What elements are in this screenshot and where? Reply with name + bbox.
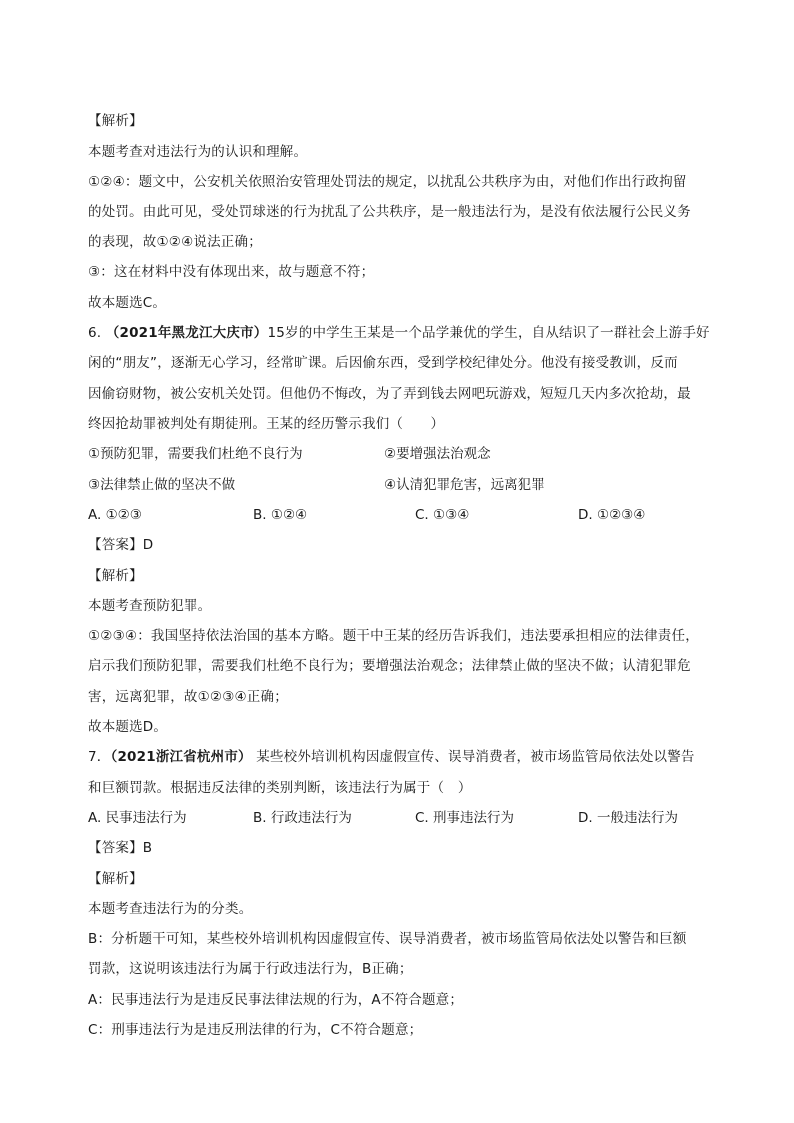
- analysis-conclusion: 故本题选D。: [88, 719, 168, 735]
- question-6-stem-line: 闲的“朋友”，逐渐无心学习，经常旷课。后因偷东西，受到学校纪律处分。他没有接受教训，反而: [88, 355, 678, 371]
- option-d: D. ①②③④: [578, 507, 646, 523]
- question-number: 6.: [88, 325, 106, 341]
- question-6-stem-line: 终因抢劫罪被判处有期徒刑。王某的经历警示我们（ ）: [88, 416, 445, 432]
- option-a: A. 民事违法行为: [88, 810, 187, 826]
- analysis-topic: 本题考查违法行为的分类。: [88, 901, 253, 917]
- analysis-paragraph-line: 害，远离犯罪，故①②③④正确；: [88, 689, 288, 705]
- analysis-paragraph-line: 启示我们预防犯罪，需要我们杜绝不良行为；要增强法治观念；法律禁止做的坚决不做；认清犯罪危: [88, 658, 691, 674]
- option-c: C. 刑事违法行为: [415, 810, 515, 826]
- analysis-paragraph-line: 罚款，这说明该违法行为属于行政违法行为，B正确；: [88, 961, 413, 977]
- analysis-heading: 【解析】: [88, 871, 143, 887]
- statement-item: ④认清犯罪危害，远离犯罪: [384, 477, 545, 493]
- question-7-stem-line: [88, 747, 695, 767]
- analysis-paragraph-line: A：民事违法行为是违反民事法律法规的行为，A不符合题意；: [88, 992, 464, 1008]
- statement-item: ③法律禁止做的坚决不做: [88, 477, 236, 493]
- option-b: B. ①②④: [253, 507, 308, 523]
- option-c: C. ①③④: [415, 507, 470, 523]
- statement-item: ①预防犯罪，需要我们杜绝不良行为: [88, 446, 303, 462]
- question-6-stem-line: [88, 323, 710, 343]
- analysis-paragraph-line: 的处罚。由此可见，受处罚球迷的行为扰乱了公共秩序，是一般违法行为，是没有依法履行公民义务: [88, 204, 691, 220]
- analysis-topic: 本题考查对违法行为的认识和理解。: [88, 144, 308, 160]
- answer-label: 【答案】B: [88, 840, 153, 856]
- question-stem-text: 15岁的中学生王某是一个品学兼优的学生，自从结识了一群社会上游手好: [267, 325, 710, 341]
- analysis-paragraph-line: C：刑事违法行为是违反刑法律的行为，C不符合题意；: [88, 1022, 423, 1038]
- analysis-paragraph-line: B：分析题干可知，某些校外培训机构因虚假宣传、误导消费者，被市场监管局依法处以警告和巨额: [88, 931, 687, 947]
- analysis-heading: 【解析】: [88, 568, 143, 584]
- question-6-stem-line: 因偷窃财物，被公安机关处罚。但他仍不悔改，为了弄到钱去网吧玩游戏，短短几天内多次抢劫，最: [88, 386, 691, 402]
- analysis-paragraph-line: ①②④：题文中，公安机关依照治安管理处罚法的规定，以扰乱公共秩序为由，对他们作出行政拘留: [88, 174, 687, 190]
- option-d: D. 一般违法行为: [578, 810, 678, 826]
- analysis-paragraph-line: ①②③④：我国坚持依法治国的基本方略。题干中王某的经历告诉我们，违法要承担相应的法律责任，: [88, 628, 699, 644]
- analysis-paragraph-line: ③：这在材料中没有体现出来，故与题意不符；: [88, 264, 375, 280]
- question-7-stem-line: 和巨额罚款。根据违反法律的类别判断，该违法行为属于（ ）: [88, 780, 472, 796]
- analysis-heading: 【解析】: [88, 113, 143, 129]
- question-source: （2021浙江省杭州市）: [110, 749, 252, 765]
- option-a: A. ①②③: [88, 507, 142, 523]
- statement-item: ②要增强法治观念: [384, 446, 491, 462]
- analysis-conclusion: 故本题选C。: [88, 295, 167, 311]
- question-source: （2021年黑龙江大庆市）: [105, 325, 268, 341]
- analysis-paragraph-line: 的表现，故①②④说法正确；: [88, 234, 262, 250]
- answer-label: 【答案】D: [88, 537, 154, 553]
- question-number: 7．: [88, 749, 111, 765]
- analysis-topic: 本题考查预防犯罪。: [88, 598, 212, 614]
- question-stem-text: 某些校外培训机构因虚假宣传、误导消费者，被市场监管局依法处以警告: [251, 749, 695, 765]
- option-b: B. 行政违法行为: [253, 810, 352, 826]
